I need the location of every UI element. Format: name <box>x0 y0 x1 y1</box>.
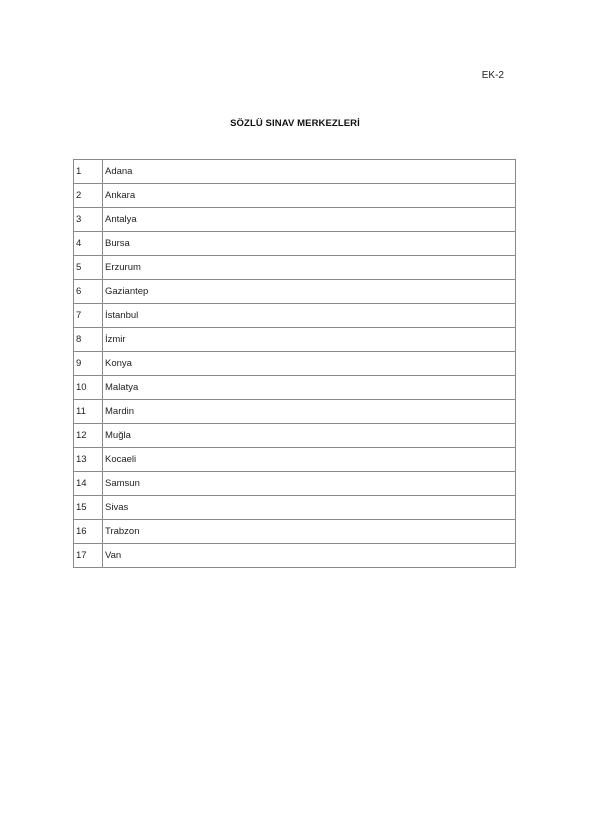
exam-centers-table <box>73 159 516 568</box>
city-name: Mardin <box>103 400 516 424</box>
table-row <box>74 352 516 376</box>
city-name: Samsun <box>103 472 516 496</box>
table-row <box>74 328 516 352</box>
table-row <box>74 184 516 208</box>
city-name: Adana <box>103 160 516 184</box>
row-number: 13 <box>74 448 103 472</box>
row-number: 16 <box>74 520 103 544</box>
table-row <box>74 400 516 424</box>
city-name: Van <box>103 544 516 568</box>
row-number: 11 <box>74 400 103 424</box>
table-row <box>74 160 516 184</box>
row-number: 15 <box>74 496 103 520</box>
city-name: Antalya <box>103 208 516 232</box>
city-name: Malatya <box>103 376 516 400</box>
table-row <box>74 376 516 400</box>
table-row <box>74 304 516 328</box>
row-number: 17 <box>74 544 103 568</box>
table-row <box>74 232 516 256</box>
row-number: 12 <box>74 424 103 448</box>
table-row <box>74 424 516 448</box>
row-number: 4 <box>74 232 103 256</box>
row-number: 1 <box>74 160 103 184</box>
table-row <box>74 280 516 304</box>
city-name: Muğla <box>103 424 516 448</box>
city-name: Konya <box>103 352 516 376</box>
table-row <box>74 448 516 472</box>
table-row <box>74 472 516 496</box>
row-number: 8 <box>74 328 103 352</box>
city-name: Sivas <box>103 496 516 520</box>
city-name: Gaziantep <box>103 280 516 304</box>
annex-label: EK-2 <box>481 70 504 81</box>
row-number: 5 <box>74 256 103 280</box>
row-number: 7 <box>74 304 103 328</box>
page-title: SÖZLÜ SINAV MERKEZLERİ <box>230 118 360 129</box>
city-name: Kocaeli <box>103 448 516 472</box>
table-row <box>74 496 516 520</box>
city-name: İzmir <box>103 328 516 352</box>
table-row <box>74 208 516 232</box>
row-number: 2 <box>74 184 103 208</box>
row-number: 3 <box>74 208 103 232</box>
table-row <box>74 256 516 280</box>
table-row <box>74 544 516 568</box>
city-name: Erzurum <box>103 256 516 280</box>
table-row <box>74 520 516 544</box>
row-number: 14 <box>74 472 103 496</box>
city-name: Ankara <box>103 184 516 208</box>
row-number: 6 <box>74 280 103 304</box>
row-number: 9 <box>74 352 103 376</box>
exam-centers-table-body <box>74 160 516 568</box>
city-name: Bursa <box>103 232 516 256</box>
city-name: Trabzon <box>103 520 516 544</box>
city-name: İstanbul <box>103 304 516 328</box>
row-number: 10 <box>74 376 103 400</box>
